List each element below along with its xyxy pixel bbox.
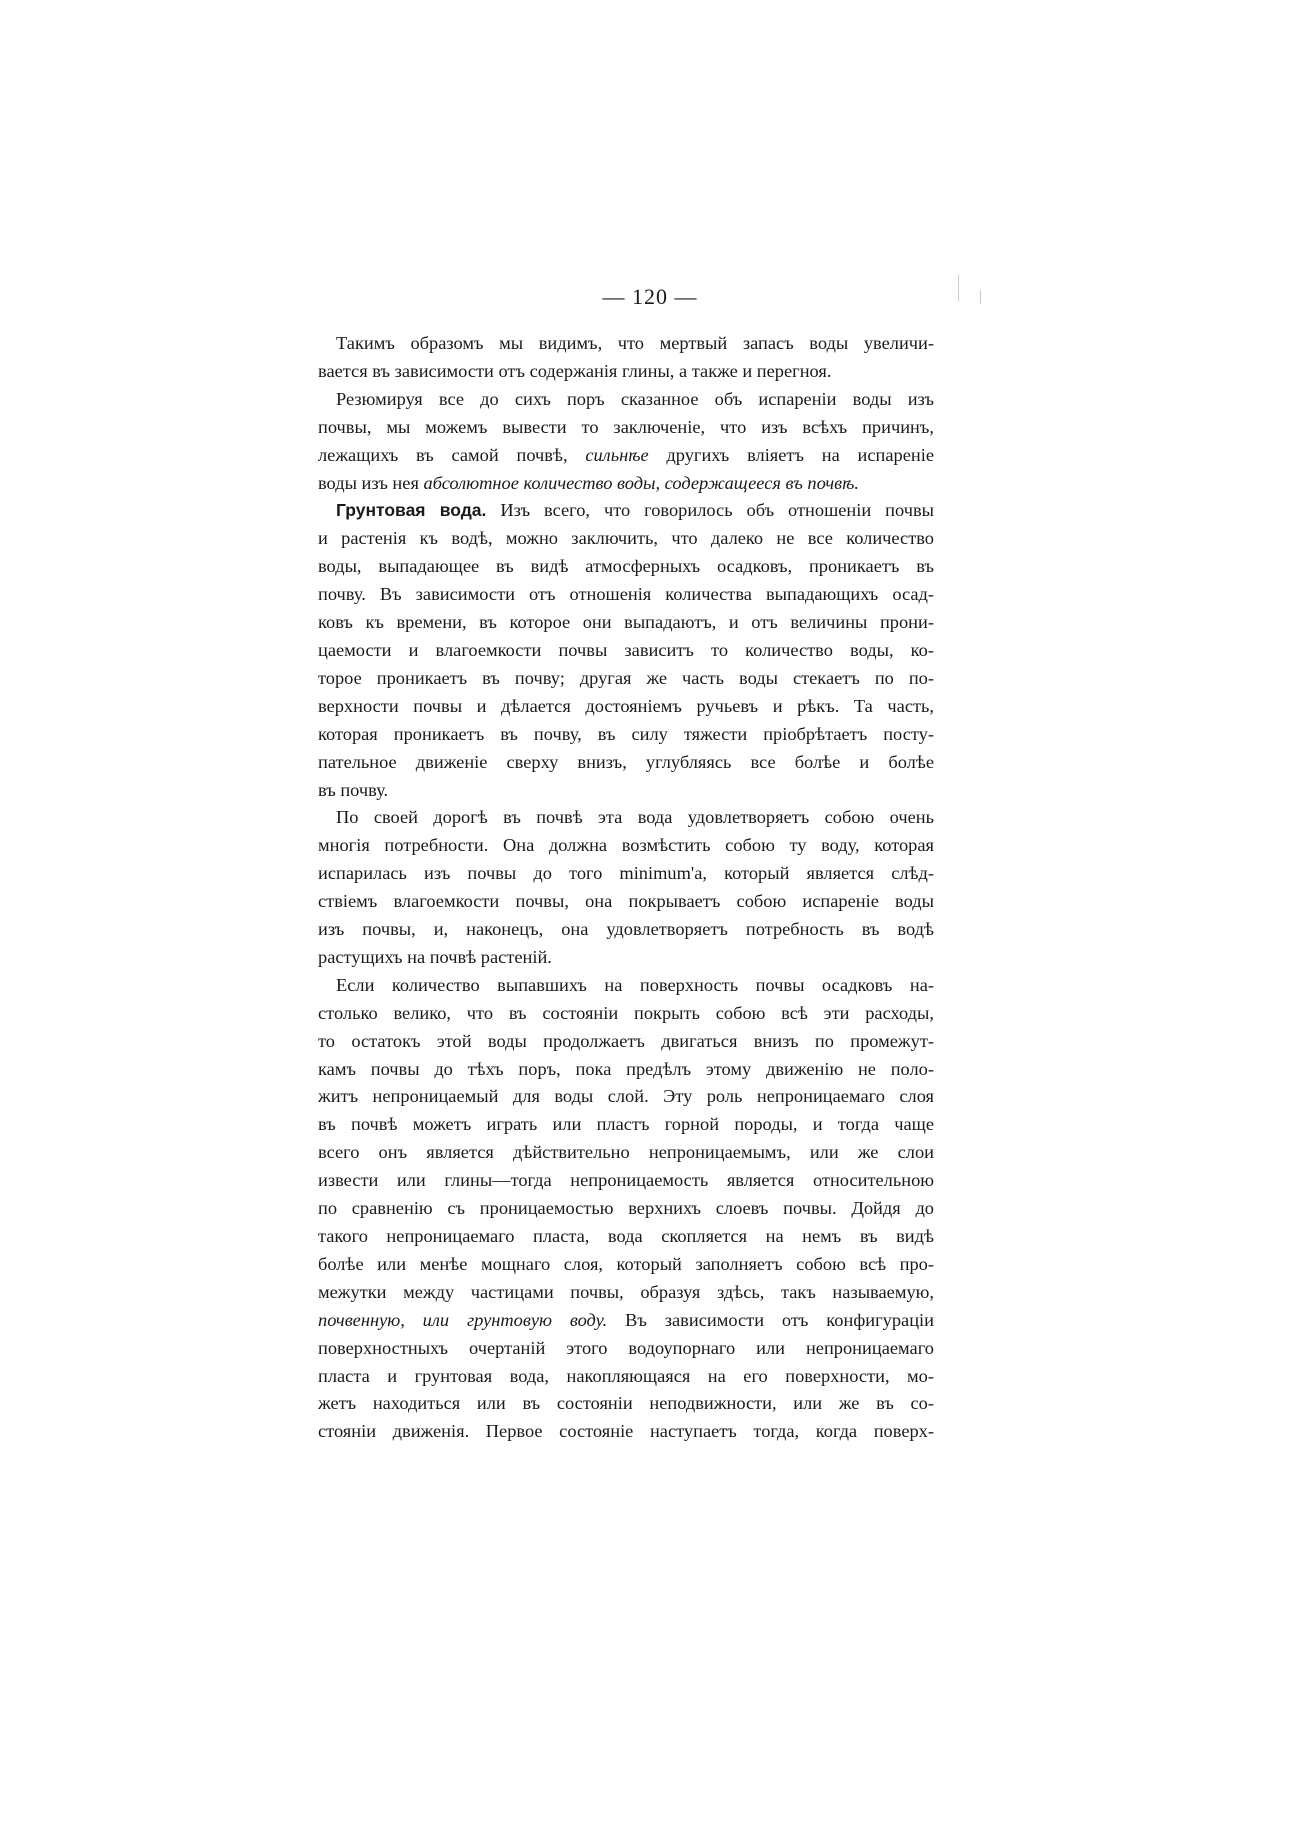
text-line: изъ почвы, и, наконецъ, она удовлетворяетъ потребность въ водѣ <box>318 919 934 940</box>
text-line: многія потребности. Она должна возмѣстить собою ту воду, которая <box>318 835 934 856</box>
text-line: испарилась изъ почвы до того minimum'а, который является слѣд- <box>318 863 934 884</box>
text-line: житъ непроницаемый для воды слой. Эту роль непроницаемаго слоя <box>318 1086 934 1107</box>
text-line: почвы, мы можемъ вывести то заключеніе, что изъ всѣхъ причинъ, <box>318 416 934 437</box>
text-run: Въ зависимости отъ конфигураціи <box>607 1309 934 1330</box>
text-line: торое проникаетъ въ почву; другая же часть воды стекаетъ по по- <box>318 667 934 688</box>
text-line: Такимъ образомъ мы видимъ, что мертвый запасъ воды увеличи- <box>336 333 934 353</box>
text-line <box>318 442 934 470</box>
text-line: болѣе или менѣе мощнаго слоя, который заполняетъ собою всѣ про- <box>318 1253 934 1274</box>
text-line: которая проникаетъ въ почву, въ силу тяжести пріобрѣтаетъ посту- <box>318 723 934 744</box>
emphasis-text: сильнѣе <box>585 444 649 465</box>
text-line: поверхностныхъ очертаній этого водоупорнаго или непроницаемаго <box>318 1337 934 1358</box>
text-line: въ почвѣ можетъ играть или пластъ горной породы, и тогда чаще <box>318 1114 934 1135</box>
text-line: всего онъ является дѣйствительно непроницаемымъ, или же слои <box>318 1142 934 1163</box>
text-run: Изъ всего, что говорилось объ отношеніи почвы <box>486 500 934 521</box>
text-run: воды изъ нея <box>318 472 424 493</box>
text-line: воды, выпадающее въ видѣ атмосферныхъ осадковъ, проникаетъ въ <box>318 556 934 577</box>
text-line: пласта и грунтовая вода, накопляющаяся на его поверхности, мо- <box>318 1365 934 1386</box>
text-line: почву. Въ зависимости отъ отношенія количества выпадающихъ осад- <box>318 584 934 605</box>
text-line: извести или глины—тогда непроницаемость является относительною <box>318 1170 934 1191</box>
paragraph <box>318 497 934 804</box>
emphasis-text: абсолютное количество воды, содержащееся въ почвѣ. <box>423 472 859 493</box>
paragraph <box>318 972 934 1446</box>
text-line: ковъ къ времени, въ которое они выпадаютъ, и отъ величины прони- <box>318 612 934 633</box>
text-run: другихъ вліяетъ на испареніе <box>648 444 934 465</box>
emphasis-text: почвенную, или грунтовую воду. <box>318 1309 608 1330</box>
text-line: межутки между частицами почвы, образуя здѣсь, такъ называемую, <box>318 1281 934 1302</box>
text-line: Если количество выпавшихъ на поверхность почвы осадковъ на- <box>336 974 934 995</box>
text-line: Резюмируя все до сихъ поръ сказанное объ испареніи воды изъ <box>336 388 934 409</box>
text-line: стояніи движенія. Первое состояніе наступаетъ тогда, когда поверх- <box>318 1421 934 1442</box>
text-line <box>318 497 934 525</box>
text-line: камъ почвы до тѣхъ поръ, пока предѣлъ этому движенію не поло- <box>318 1058 934 1079</box>
text-run: лежащихъ въ самой почвѣ, <box>318 444 586 465</box>
text-line: верхности почвы и дѣлается достояніемъ ручьевъ и рѣкъ. Та часть, <box>318 695 934 716</box>
page-number: — 120 — <box>602 284 698 309</box>
text-line: вается въ зависимости отъ содержанія глины, а также и перегноя. <box>318 360 832 381</box>
text-line: ствіемъ влагоемкости почвы, она покрываетъ собою испареніе воды <box>318 891 934 912</box>
text-line: пательное движеніе сверху внизъ, углубляясь все болѣе и болѣе <box>318 751 934 772</box>
scan-edge-mark <box>980 290 981 304</box>
body-text <box>318 330 934 1446</box>
text-line: цаемости и влагоемкости почвы зависитъ то количество воды, ко- <box>318 639 934 660</box>
paragraph <box>318 386 934 498</box>
text-line <box>318 1307 934 1335</box>
text-line: такого непроницаемаго пласта, вода скопляется на немъ въ видѣ <box>318 1226 934 1246</box>
text-line: по сравненію съ проницаемостью верхнихъ слоевъ почвы. Дойдя до <box>318 1198 934 1219</box>
text-line: По своей дорогѣ въ почвѣ эта вода удовлетворяетъ собою очень <box>336 807 934 828</box>
text-line: и растенія къ водѣ, можно заключить, что далеко не все количество <box>318 528 934 549</box>
scan-edge-mark <box>958 275 959 301</box>
text-line <box>318 470 934 498</box>
text-line: растущихъ на почвѣ растеній. <box>318 946 552 967</box>
text-line: въ почву. <box>318 779 389 800</box>
text-line: то остатокъ этой воды продолжаетъ двигаться внизъ по промежут- <box>318 1030 934 1051</box>
section-heading: Грунтовая вода. <box>336 500 487 521</box>
text-line: жетъ находиться или въ состояніи неподвижности, или же въ со- <box>318 1393 934 1414</box>
paragraph <box>318 804 934 971</box>
paragraph <box>318 330 934 386</box>
text-line: столько велико, что въ состояніи покрыть собою всѣ эти расходы, <box>318 1002 934 1023</box>
